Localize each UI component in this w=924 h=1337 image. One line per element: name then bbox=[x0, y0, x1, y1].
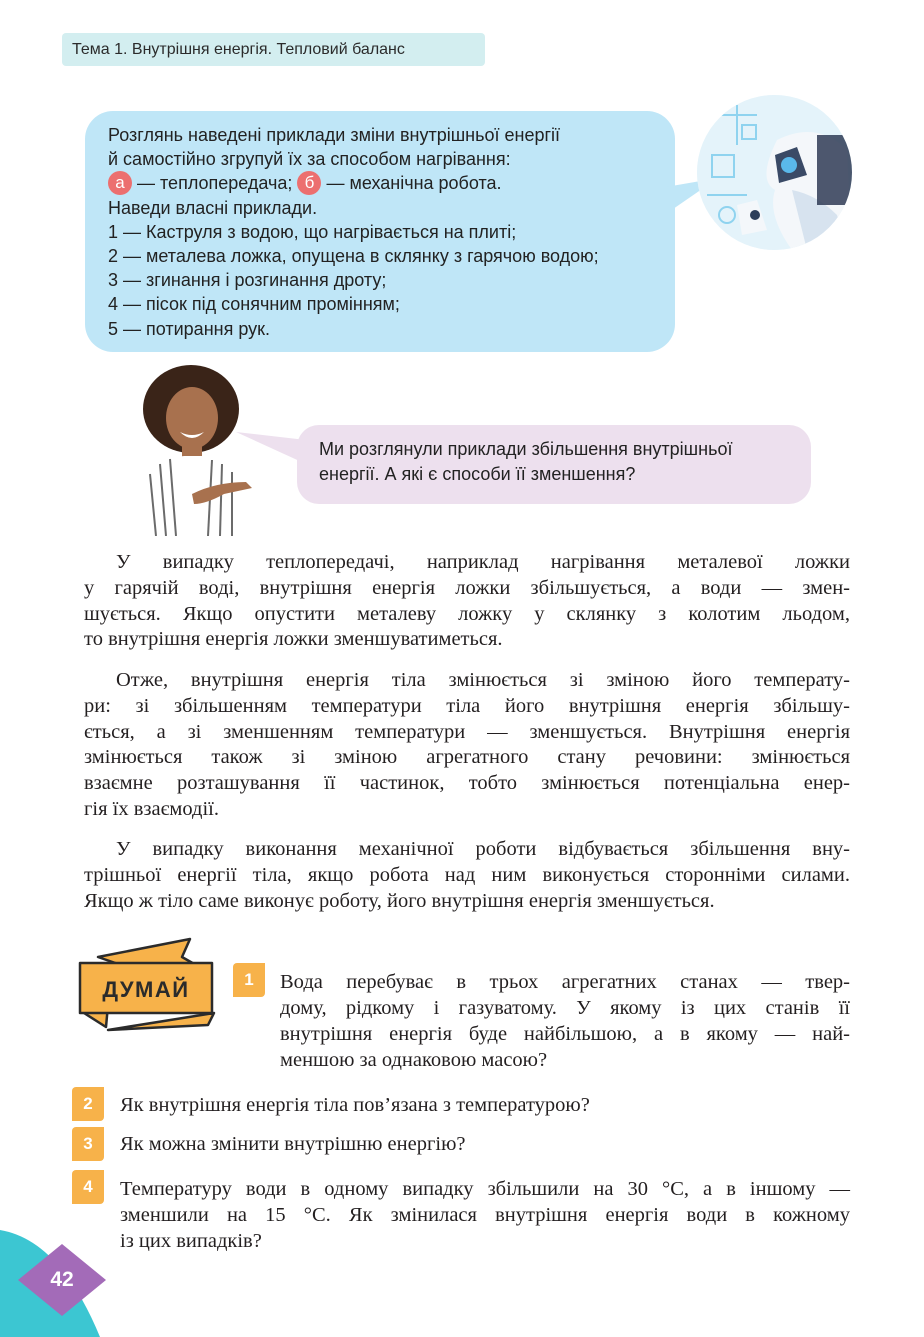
paragraph-2 bbox=[84, 668, 850, 823]
paragraph-1 bbox=[84, 550, 850, 653]
example-item: 3 — згинання і розгинання дроту; bbox=[108, 270, 387, 291]
question-number: 3 bbox=[72, 1127, 104, 1161]
question-2-text bbox=[120, 1092, 850, 1118]
bubble-line: Наведи власні приклади. bbox=[108, 197, 318, 218]
girl-speech-bubble bbox=[297, 425, 811, 504]
bubble-line: Розглянь наведені приклади зміни внутрішньої енергії bbox=[108, 125, 561, 145]
text-line: змінюється також зі зміною агрегатного стану речовини: змінюється bbox=[84, 746, 850, 769]
robot-head-icon bbox=[697, 95, 852, 250]
example-item: 2 — металева ложка, опущена в склянку з гарячою водою; bbox=[108, 246, 599, 267]
question-1-text bbox=[280, 969, 850, 1073]
think-label: ДУМАЙ bbox=[102, 977, 190, 1002]
girl-bubble-line: Ми розглянули приклади збільшення внутрішньої bbox=[319, 439, 733, 459]
text-line: ється, а зі зменшенням температури — зменшується. Внутрішня енергія bbox=[84, 720, 850, 743]
girl-bubble-tail bbox=[236, 432, 306, 472]
legend-a-text: — теплопередача; bbox=[137, 173, 293, 194]
robot-illustration bbox=[697, 95, 852, 250]
robot-speech-bubble bbox=[85, 111, 675, 352]
text-line: У випадку теплопередачі, наприклад нагрівання металевої ложки bbox=[116, 551, 850, 573]
topic-header: Тема 1. Внутрішня енергія. Тепловий баланс bbox=[62, 33, 485, 66]
text-line: внутрішня енергія буде найбільшою, а в якому — най- bbox=[280, 1023, 850, 1045]
legend-b-text: — механічна робота. bbox=[326, 173, 502, 194]
text-line: Як внутрішня енергія тіла пов’язана з температурою? bbox=[120, 1094, 590, 1116]
page-number: 42 bbox=[50, 1268, 74, 1291]
question-3-text bbox=[120, 1131, 850, 1157]
text-line: то внутрішня енергія ложки зменшуватиметься. bbox=[84, 628, 503, 651]
example-item: 5 — потирання рук. bbox=[108, 318, 271, 339]
girl-bubble-line: енергії. А які є способи її зменшення? bbox=[319, 464, 636, 484]
paragraph-3 bbox=[84, 837, 850, 914]
question-number: 2 bbox=[72, 1087, 104, 1121]
text-line: Температуру води в одному випадку збільшили на 30 °С, а в іншому — bbox=[120, 1178, 850, 1200]
bubble-line: й самостійно згрупуй їх за способом нагрівання: bbox=[108, 149, 511, 170]
bubble-legend-line bbox=[108, 171, 659, 195]
text-line: із цих випадків? bbox=[120, 1230, 262, 1252]
text-line: взаємне розташування її частинок, тобто змінюється потенціальна енер- bbox=[84, 772, 850, 795]
text-line: У випадку виконання механічної роботи відбувається збільшення вну- bbox=[116, 838, 850, 860]
text-line: меншою за однаковою масою? bbox=[280, 1049, 548, 1071]
text-line: зменшили на 15 °С. Як змінилася внутрішня енергія води в кожному bbox=[120, 1204, 850, 1226]
text-line: Як можна змінити внутрішню енергію? bbox=[120, 1133, 466, 1155]
example-item: 1 — Каструля з водою, що нагрівається на плиті; bbox=[108, 221, 517, 242]
text-line: Отже, внутрішня енергія тіла змінюється зі зміною його температу- bbox=[116, 669, 850, 691]
text-line: у гарячій воді, внутрішня енергія ложки збільшується, а води — змен- bbox=[84, 576, 850, 599]
badge-b: б bbox=[297, 171, 321, 195]
text-line: ри: зі збільшенням температури тіла його внутрішня енергія збільшу- bbox=[84, 694, 850, 717]
example-item: 4 — пісок під сонячним промінням; bbox=[108, 294, 400, 315]
badge-a: а bbox=[108, 171, 132, 195]
text-line: гія їх взаємодії. bbox=[84, 797, 219, 820]
text-line: дому, рідкому і газуватому. У якому із цих станів її bbox=[280, 997, 850, 1019]
text-line: Вода перебуває в трьох агрегатних станах — твер- bbox=[280, 971, 850, 993]
question-number: 1 bbox=[233, 963, 265, 997]
question-number: 4 bbox=[72, 1170, 104, 1204]
text-line: шується. Якщо опустити металеву ложку у склянку з колотим льодом, bbox=[84, 602, 850, 625]
question-4-text bbox=[120, 1176, 850, 1254]
text-line: трішньої енергії тіла, якщо робота над ним виконується сторонніми силами. bbox=[84, 863, 850, 886]
text-line: Якщо ж тіло саме виконує роботу, його внутрішня енергія зменшується. bbox=[84, 889, 715, 912]
